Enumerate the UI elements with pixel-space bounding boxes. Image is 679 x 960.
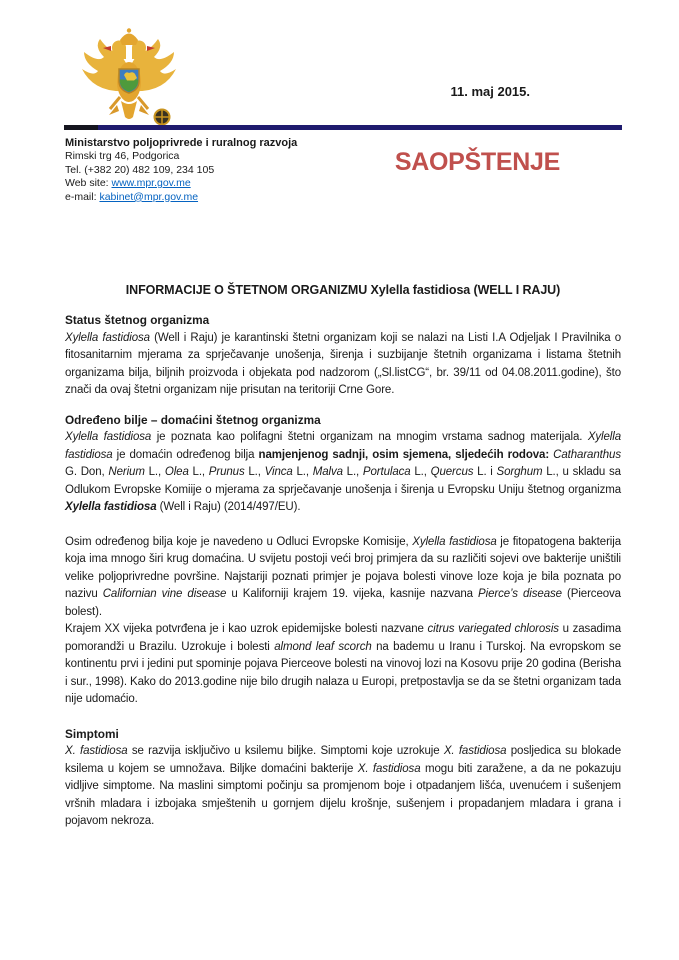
ministry-address: Rimski trg 46, Podgorica xyxy=(65,150,180,163)
paragraph-history-2: Krajem XX vijeka potvrđena je i kao uzrok epidemijske bolesti nazvane citrus variegated chlorosis u zasadima pomorandži u Brazilu. Uzrokuje i bolesti almond leaf scorch na bademu u Iranu i Turskoj. Na evropskom se kontinentu prvi i jedini put spominje pojava Pierceove bolesti na vinovoj lozi na Kosovu prije 20 godina (Berisha i sur., 1998). Kako do 2013.godine nije bilo drugih nalaza u Europi, pretpostavlja se da se štetni organizam tada nije udomaćio. xyxy=(65,623,622,705)
letterhead-rule xyxy=(64,125,622,130)
paragraph-host-plants: Xylella fastidiosa je poznata kao polifagni štetni organizam na mnogim vrstama sadnog materijala. Xylella fastidiosa je domaćin određenog bilja namjenjenog sadnji, osim sjemena, sljedećih rodova: Catharanthus G. Don, Nerium L., Olea L., Prunus L., Vinca L., Malva L., Portulaca L., Quercus L. i Sorghum L., u skladu sa Odlukom Evropske Komiije o mjerama za sprječavanje unošenja i širenja u Evropsku Uniju štetnog organizma Xylella fastidiosa (Well i Raju) (2014/497/EU). xyxy=(65,431,622,513)
paragraph-symptoms: X. fastidiosa se razvija isključivo u ksilemu biljke. Simptomi koje uzrokuje X. fastidiosa posljedica su blokade ksilema u kojem se umnožava. Biljke domaćini bakterije X. fastidiosa mogu biti zaražene, a da ne pokazuju vidljive simptome. Na maslini simptomi počinju sa promjenom boje i otpadanjem lišća, uvenućem i sušenjem vršnih mladara i izbojaka smještenih u gornjem dijelu krošnje, sušenjem i propadanjem mladara i grana i pojavom nekroza. xyxy=(65,745,622,827)
bulletin-heading: SAOPŠTENJE xyxy=(394,148,560,176)
document-title: INFORMACIJE O ŠTETNOM ORGANIZMU Xylella fastidiosa (WELL I RAJU) xyxy=(125,283,561,297)
letterhead-contact-block xyxy=(65,137,297,204)
montenegro-coat-of-arms-icon xyxy=(73,27,185,135)
email-label: e-mail: xyxy=(65,190,100,203)
paragraph-status: Xylella fastidiosa (Well i Raju) je karantinski štetni organizam koji se nalazi na Listi I.A Odjeljak I Pravilnika o fitosanitarnim mjerama za sprječavanje unošenja, širenja i suzbijanje štetnih organizama i listama štetnih organizama bilja, biljnih proizvoda i objekata pod nadzorom („Sl.listCG“, br. 39/11 od 04.08.2011.godine), što znači da ovaj štetni organizam nije prisutan na teritoriji Crne Gore. xyxy=(65,331,621,396)
email-row xyxy=(65,191,297,204)
email-link[interactable]: kabinet@mpr.gov.me xyxy=(99,190,199,203)
document-body xyxy=(65,282,621,831)
ministry-phone: Tel. (+382 20) 482 109, 234 105 xyxy=(65,163,215,176)
section-heading-status: Status štetnog organizma xyxy=(65,313,210,327)
paragraph-history-1: Osim određenog bilja koje je navedeno u Odluci Evropske Komisije, Xylella fastidiosa je fitopatogena bakterija koja ima mnogo širi krug domaćina. U svijetu postoji veći broj primjera da su različiti sojevi ove bakterije uništili velike poljoprivredne površine. Najstariji poznati primjer je pojava bolesti vinove loze koja je bila poznata po nazivu Californian vine disease u Kaliforniji krajem 19. vijeka, kasnije nazvana Pierce’s disease (Pierceova bolest). xyxy=(65,535,622,618)
website-label: Web site: xyxy=(65,177,112,190)
website-link[interactable]: www.mpr.gov.me xyxy=(111,177,191,190)
ministry-name: Ministarstvo poljoprivrede i ruralnog razvoja xyxy=(65,137,298,149)
section-heading-host-plants: Određeno bilje – domaćini štetnog organizma xyxy=(65,412,321,427)
document-date: 11. maj 2015. xyxy=(450,84,530,99)
website-row xyxy=(65,177,297,190)
section-heading-symptoms: Simptomi xyxy=(65,726,119,741)
